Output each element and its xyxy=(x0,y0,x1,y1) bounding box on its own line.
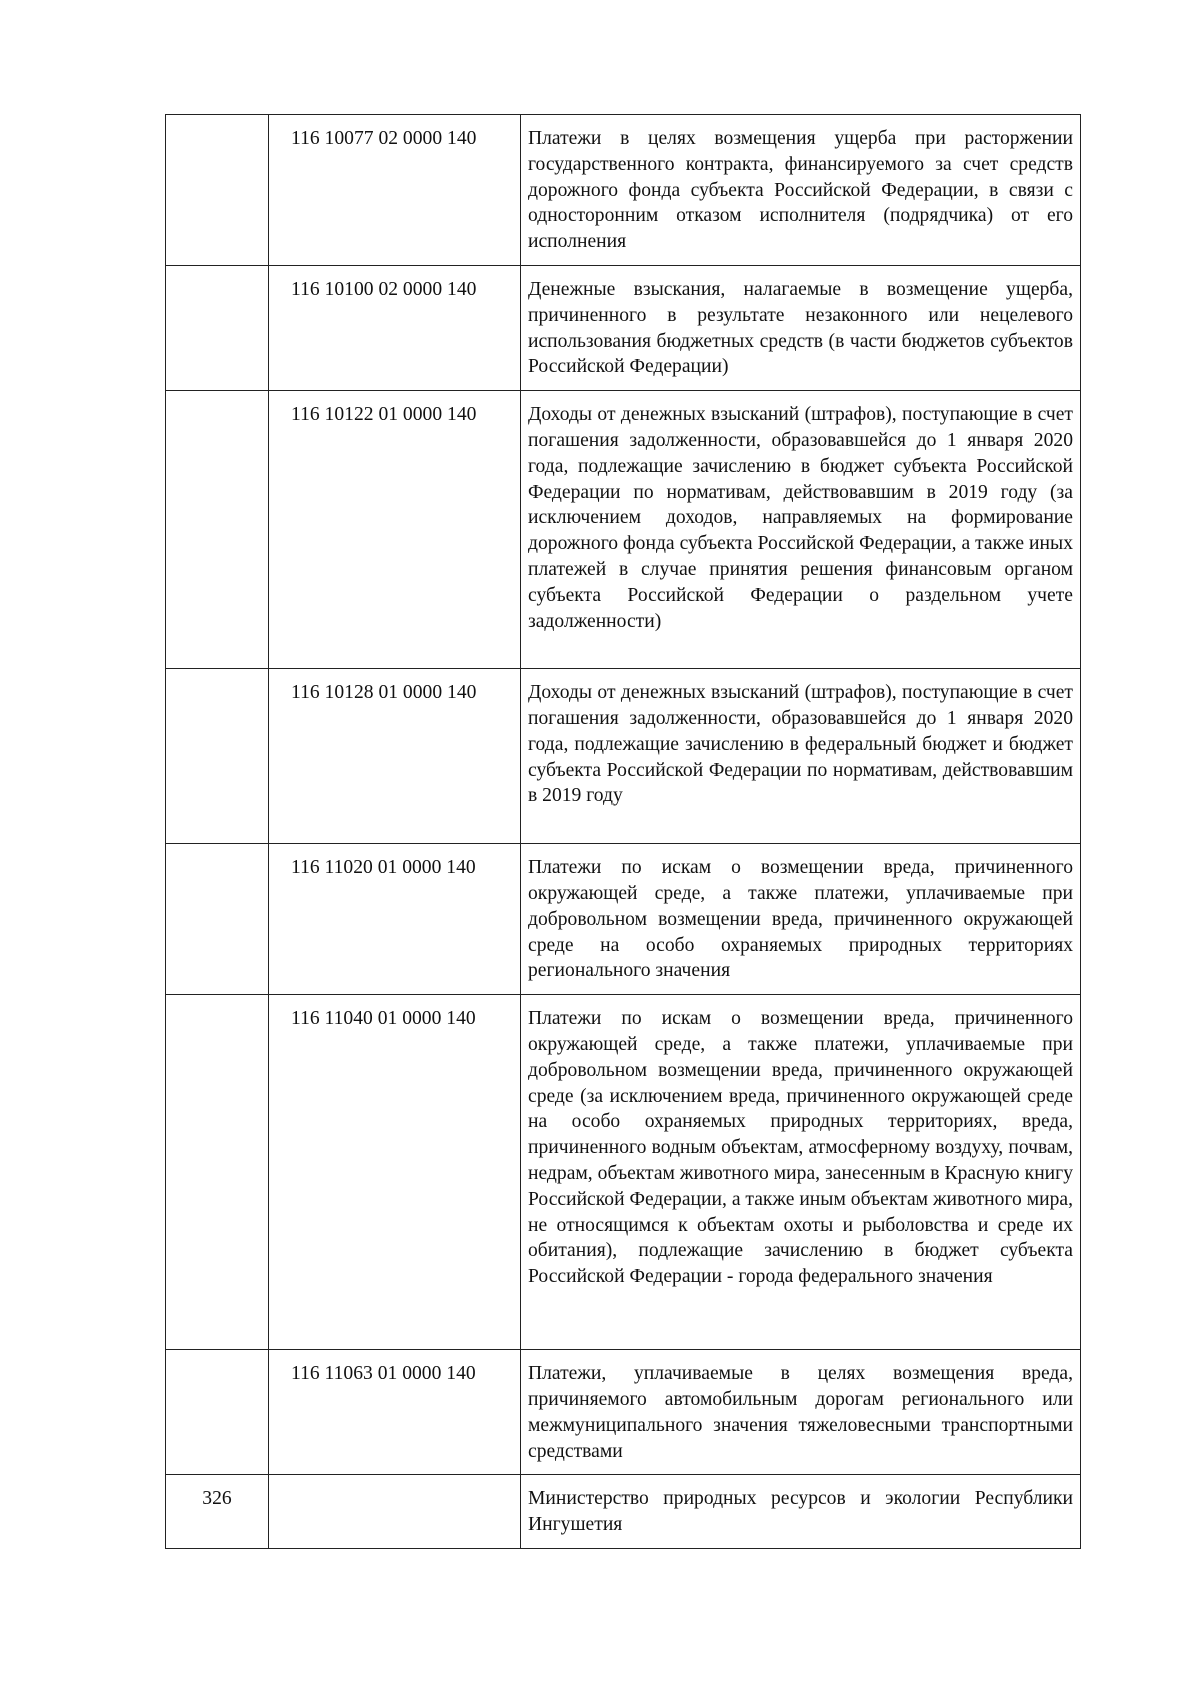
row-number-cell xyxy=(166,669,269,844)
table-row xyxy=(166,1350,1081,1475)
budget-code-cell: 116 11040 01 0000 140 xyxy=(269,995,521,1350)
row-number-cell xyxy=(166,115,269,266)
description-cell: Доходы от денежных взысканий (штрафов), поступающие в счет погашения задолженности, образовавшейся до 1 января 2020 года, подлежащие зачислению в федеральный бюджет и бюджет субъекта Российской Федерации по нормативам, действовавшим в 2019 году xyxy=(521,669,1081,844)
description-cell: Платежи в целях возмещения ущерба при расторжении государственного контракта, финансируемого за счет средств дорожного фонда субъекта Российской Федерации, в связи с односторонним отказом исполнителя (подрядчика) от его исполнения xyxy=(521,115,1081,266)
budget-code-cell xyxy=(269,1475,521,1549)
table-row xyxy=(166,669,1081,844)
description-cell: Платежи по искам о возмещении вреда, причиненного окружающей среде, а также платежи, уплачиваемые при добровольном возмещении вреда, причиненного окружающей среде (за исключением вреда, причиненного окружающей среде на особо охраняемых природных территориях, вреда, причиненного водным объектам, атмосферному воздуху, почвам, недрам, объектам животного мира, занесенным в Красную книгу Российской Федерации, а также иным объектам животного мира, не относящимся к объектам охоты и рыболовства и среде их обитания), подлежащие зачислению в бюджет субъекта Российской Федерации - города федерального значения xyxy=(521,995,1081,1350)
row-number-cell xyxy=(166,995,269,1350)
budget-code-cell: 116 10122 01 0000 140 xyxy=(269,391,521,669)
row-number-cell: 326 xyxy=(166,1475,269,1549)
description-cell: Платежи по искам о возмещении вреда, причиненного окружающей среде, а также платежи, уплачиваемые при добровольном возмещении вреда, причиненного окружающей среде на особо охраняемых природных территориях регионального значения xyxy=(521,844,1081,995)
description-cell: Министерство природных ресурсов и экологии Республики Ингушетия xyxy=(521,1475,1081,1549)
description-cell: Денежные взыскания, налагаемые в возмещение ущерба, причиненного в результате незаконного или нецелевого использования бюджетных средств (в части бюджетов субъектов Российской Федерации) xyxy=(521,265,1081,390)
row-number-cell xyxy=(166,391,269,669)
row-number-cell xyxy=(166,1350,269,1475)
table-row xyxy=(166,115,1081,266)
row-number-cell xyxy=(166,265,269,390)
budget-code-cell: 116 10077 02 0000 140 xyxy=(269,115,521,266)
budget-code-cell: 116 11063 01 0000 140 xyxy=(269,1350,521,1475)
table-row xyxy=(166,995,1081,1350)
budget-code-cell: 116 10100 02 0000 140 xyxy=(269,265,521,390)
table-row xyxy=(166,844,1081,995)
budget-code-cell: 116 11020 01 0000 140 xyxy=(269,844,521,995)
table-row xyxy=(166,265,1081,390)
description-cell: Платежи, уплачиваемые в целях возмещения вреда, причиняемого автомобильным дорогам регионального или межмуниципального значения тяжеловесными транспортными средствами xyxy=(521,1350,1081,1475)
table-row xyxy=(166,1475,1081,1549)
budget-code-table xyxy=(165,114,1081,1549)
budget-code-cell: 116 10128 01 0000 140 xyxy=(269,669,521,844)
row-number-cell xyxy=(166,844,269,995)
table-row xyxy=(166,391,1081,669)
description-cell: Доходы от денежных взысканий (штрафов), поступающие в счет погашения задолженности, образовавшейся до 1 января 2020 года, подлежащие зачислению в бюджет субъекта Российской Федерации по нормативам, действовавшим в 2019 году (за исключением доходов, направляемых на формирование дорожного фонда субъекта Российской Федерации, а также иных платежей в случае принятия решения финансовым органом субъекта Российской Федерации о раздельном учете задолженности) xyxy=(521,391,1081,669)
